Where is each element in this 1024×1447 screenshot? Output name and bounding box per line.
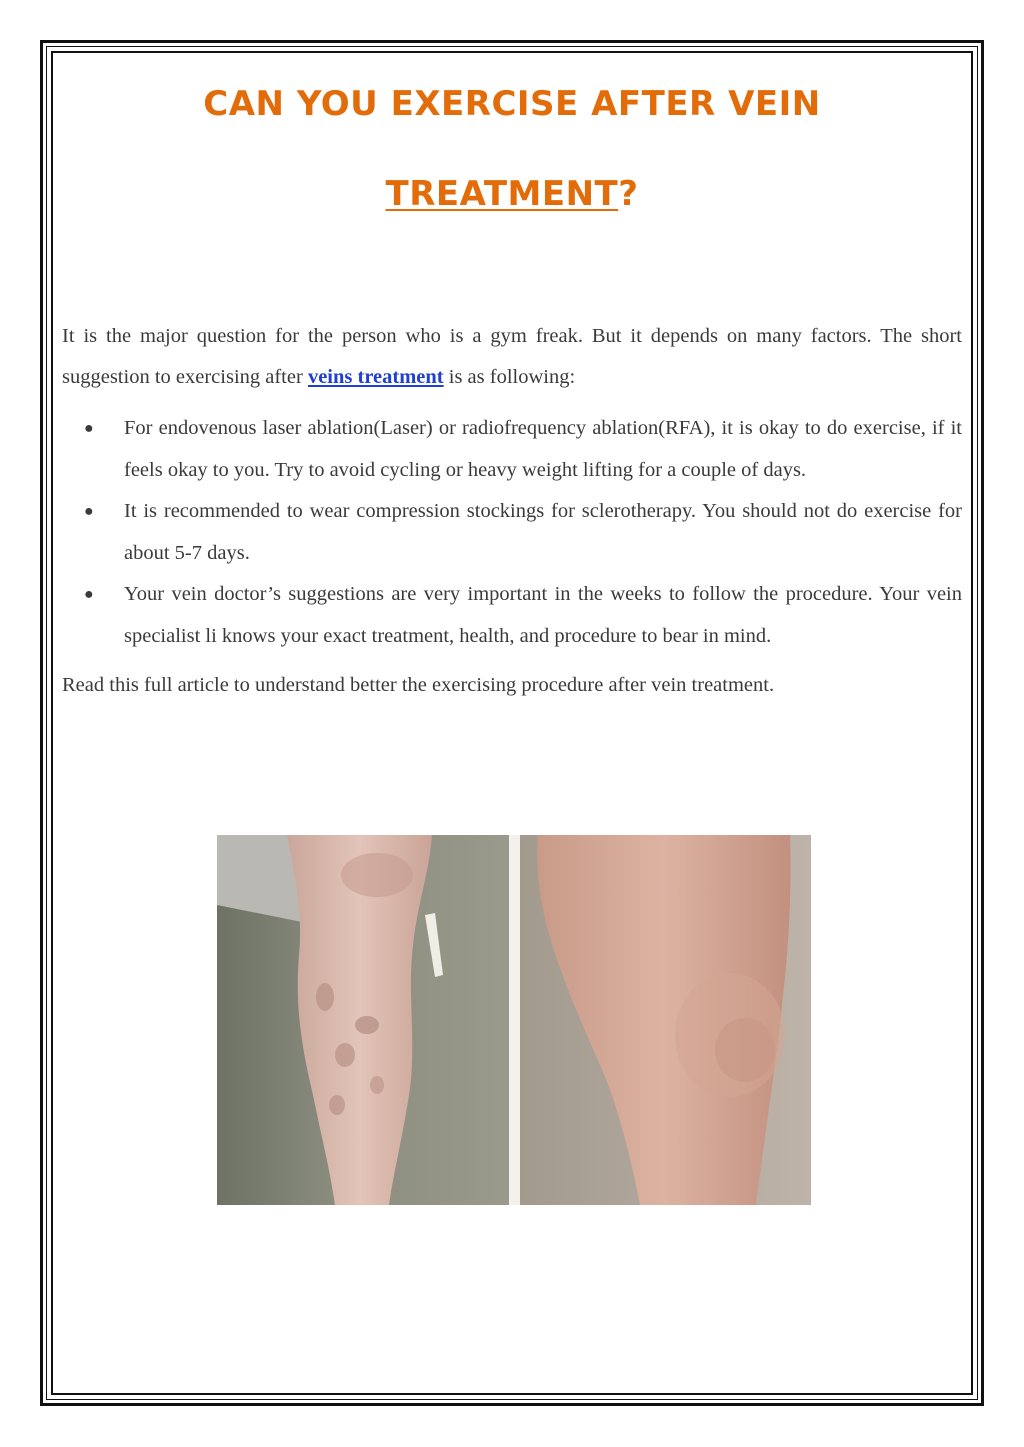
bullet-icon: ● bbox=[84, 586, 94, 603]
before-panel bbox=[217, 835, 509, 1205]
photo-divider bbox=[509, 835, 520, 1205]
title-underlined-word: TREATMENT bbox=[385, 174, 619, 214]
after-panel bbox=[520, 835, 811, 1205]
healthy-leg-image bbox=[520, 835, 811, 1205]
list-item bbox=[62, 574, 962, 657]
intro-text-before-link: It is the major question for the person who is a gym freak. But it depends on many factors. The short suggestion to exercising after bbox=[62, 325, 962, 388]
intro-text-after-link: is as following: bbox=[443, 366, 576, 388]
title-line-1: CAN YOU EXERCISE AFTER VEIN bbox=[203, 84, 821, 124]
title-question-mark: ? bbox=[618, 174, 639, 214]
list-item bbox=[62, 491, 962, 574]
document-body bbox=[62, 60, 962, 727]
varicose-leg-image bbox=[217, 835, 509, 1205]
suggestion-list bbox=[62, 408, 962, 657]
outro-paragraph: Read this full article to understand better the exercising procedure after vein treatment. bbox=[62, 674, 775, 696]
list-item-text: Your vein doctor’s suggestions are very important in the weeks to follow the procedure. Your vein specialist li knows your exact treatment, health, and procedure to bear in mind. bbox=[124, 583, 962, 647]
before-after-leg-photo bbox=[217, 835, 811, 1205]
veins-treatment-link[interactable]: veins treatment bbox=[307, 366, 444, 388]
bullet-icon: ● bbox=[84, 420, 94, 437]
bullet-icon: ● bbox=[84, 503, 94, 520]
page-title bbox=[62, 82, 962, 216]
list-item-text: For endovenous laser ablation(Laser) or radiofrequency ablation(RFA), it is okay to do exercise, if it feels okay to you. Try to avoid cycling or heavy weight lifting for a couple of days. bbox=[124, 417, 962, 481]
list-item bbox=[62, 408, 962, 491]
intro-paragraph bbox=[62, 316, 962, 398]
title-line-2 bbox=[62, 172, 962, 216]
list-item-text: It is recommended to wear compression stockings for sclerotherapy. You should not do exercise for about 5-7 days. bbox=[124, 500, 962, 564]
